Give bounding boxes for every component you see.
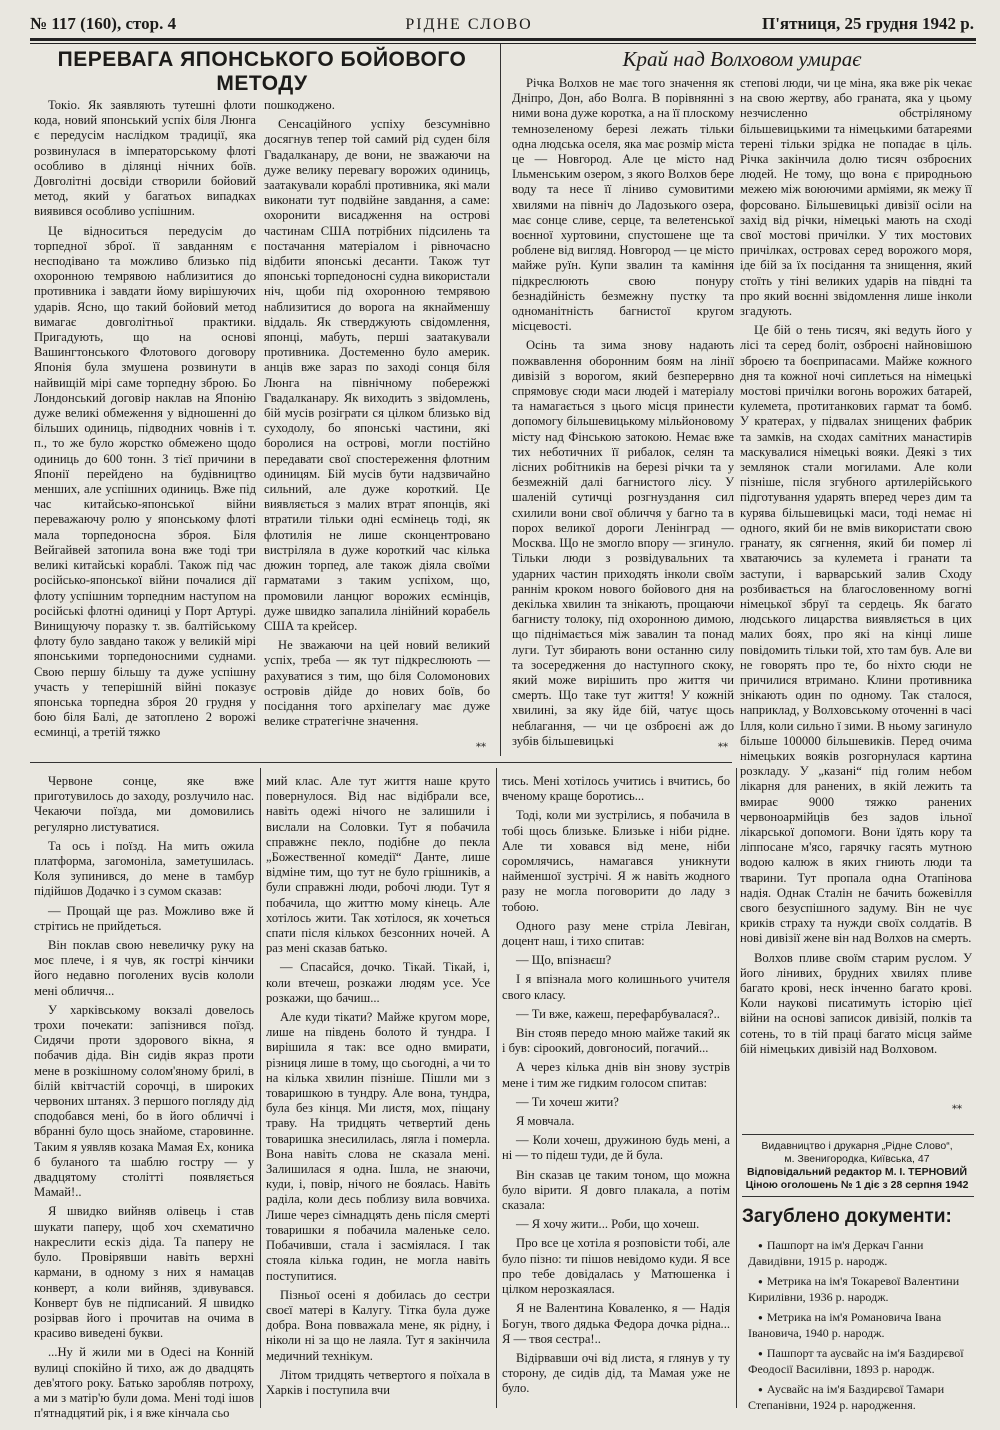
list-item: ● Аусвайс на ім'я Баздирєвої Тамари Степанівни, 1924 р. народження. bbox=[748, 1382, 974, 1412]
paragraph: Волхов пливе своїм старим руслом. У його лінивих, брудних хвилях пливе багато крові, неск інченно багато крові. Коли наукові писатимуть історію цієї війни на основі записок дивізій, полків та сотень, то в тій праці багато місця займе бій німецьких дивізій над Волховом. bbox=[740, 950, 972, 1056]
end-mark: ** bbox=[952, 1104, 962, 1115]
imprint-publisher: Видавництво і друкарня „Рідне Слово“, bbox=[761, 1140, 953, 1152]
paragraph: тись. Мені хотілось учитись і вчитись, бо вченому краще боротись... bbox=[502, 774, 730, 804]
paragraph: Літом тридцять четвертого я поїхала в Харків і поступила вчи bbox=[266, 1367, 490, 1397]
paragraph: Про все це хотіла я розповісти тобі, але було пізно: ти пішов невідомо куди. Я все про тебе довідалась у Матюшенка і цілком нерозкаялася. bbox=[502, 1236, 730, 1297]
issue-date: П'ятниця, 25 грудня 1942 р. bbox=[761, 14, 974, 33]
section-divider bbox=[30, 762, 732, 763]
paragraph: Я не Валентина Коваленко, я — Надія Богун, твого дядька Федора дочка рідна... Я — твоя сестра!.. bbox=[502, 1301, 730, 1346]
paragraph: Це відноситься передусім до торпедної зброї. її завданням є несподівано та можливо близько під охоронною темрявою наблизитися до противника і завдати йому вирішуючих ударів. Ясно, що такий бойовий метод вимагає довголітньої практики. Пригадують, що на основі Вашингтонського Флотового договору Японія була змушена розвинути в найвищій мірі саме торпедну зброю. Бо Лондонський договір наклав на Японію дуже великі обмеження у відношенні до більших одиниць, підводних човнів і т. п., то же було жорстко обмежено щодо одиниць до 600 тонн. З тієї причини в Японії перейдено на будівництво менших, але успішних одиниць. Вже під час китайсько-японської війни переважаючу ролю у японському флоті мала торпедоносна зброя. Біля Вейгайвей затопила вона вже тоді три великі китайські кораблі. Також під час російсько-японської війни почалися дії флоту успішним торпедним наступом на російські флотні одиниці у Порт Артурі. Винищуючу поразку т. зв. балтійському флоту було завдано також у великій мірі японськими торпедоносними суднами. Свою першу більшу та дуже успішну участь у теперішній війні показує японська торпедна зброя 20 грудня у бою біля Балі, де затоплено 2 ворожі есминці, а третій тяжко bbox=[34, 223, 256, 740]
paragraph: Пізньої осені я добилась до сестри своєї матері в Калугу. Тітка була дуже добра. Вона повважала мене, як рідну, і ніколи ні за що не лаяла. Тут я закінчила медичний технікум. bbox=[266, 1287, 490, 1363]
story-column-3 bbox=[502, 774, 730, 1408]
paragraph: — Ти вже, кажеш, перефарбувалася?.. bbox=[516, 1006, 720, 1021]
paragraph: Токіо. Як заявляють тутешні флоти кода, новий японський успіх біля Люнга є передусім наслідком традиції, яка розвинулася в імператорському флоті особливо в ділянці нічних боїв. Довголітні досвіди створили бойовий метод, який у багатьох випадках виявився особливо успішним. bbox=[34, 98, 256, 219]
end-mark: ** bbox=[476, 742, 486, 753]
column-divider bbox=[496, 768, 497, 1408]
paragraph: Я швидко вийняв олівець і став шукати паперу, щоб хоч схематично накреслити ескіз діда. Та паперу не було. Провірявши навіть верхні кармани, в одному з них я намацав конверт, а коли вийняв, здивувався. Конверт був не підписаний. Я швидко розірвав його і прочитав на очима в красиво виведені букви. bbox=[34, 1204, 254, 1341]
paragraph: — Прощай ще раз. Можливо вже й стрітись не прийдеться. bbox=[34, 903, 254, 933]
paragraph: пошкоджено. bbox=[264, 98, 335, 112]
story-column-1 bbox=[34, 774, 254, 1421]
paragraph: Червоне сонце, яке вже приготувилось до заходу, розлучило нас. Чекаючи поїзда, ми домовились регулярно листуватися. bbox=[34, 774, 254, 834]
story-column-2 bbox=[266, 774, 490, 1408]
list-item: ● Метрика на ім'я Токаревої Валентини Кирилівни, 1936 р. народж. bbox=[748, 1274, 974, 1304]
article-volkhov-column-2 bbox=[740, 76, 972, 1126]
imprint-rule bbox=[742, 1196, 974, 1197]
paragraph: Тоді, коли ми зустрілись, я побачила в тобі щось близьке. Близьке і ніби рідне. Але ти ховався від мене, ніби соромлячись, намагався уникнути найменшої зустрічі. Я ж навіть жодного разу не могла поговорити до ладу з тобою. bbox=[502, 808, 730, 914]
paragraph: мий клас. Але тут життя наше круто повернулося. Від нас відібрали все, навіть одежі нічого не залишили і вислали на Соловки. Тут я побачила справжнє пекло, подібне до пекла „Божественної комедії“ Данте, лише відміне тим, що тут не було грішників, а були справжні люди, робочі люди. Тут я побачила, що життю мому кінець. Але хотілось жити. Так хотілося, як хочеться спати після кількох безсонних ночей. А раз мені сказав батько. bbox=[266, 774, 490, 956]
paragraph: степові люди, чи це міна, яка вже рік чекає на свою жертву, або граната, яка у цьому незчисленно обстріляному більшевицькими та німецькими батареями терені тільки зрідка не попадає в ціль. Річка закінчила долю тисяч озброєних людей. Не тому, що вона є природньою межею між воюючими арміями, як межу її форсовано. Більшевицькі дивізії осіли на захід від річки, німецькі мають на сході свої мостові причілки. У тих мостових причілках, островах серед ворожого моря, іде бій за їх посідання та знищення, який стоїть у тіні великих ударів на півдні та про який воєнні звідомлення лише інколи згадують. bbox=[740, 76, 972, 319]
paragraph: Річка Волхов не має того значення як Дніпро, Дон, або Волга. В порівнянні з ними вона дуже коротка, а на її плоскому темнозеленому березі лежать тільки одна людська оселя, яка має розмір міста це — Новгород. Але це місто над Ільменським озером, з якого Волхов бере воду та несе її ліниво сумовитими хвилями на північ до Ладозького озера, має сонце сливе, серце, та велетенської воєнної хуртовини, спустошене ще та роблене від вигляд. Новгород — це місто майже руїн. Купи звалин та каміння підкреслюють свою понуру безнадійність безмежну пустку та одноманітність багнистої кругом місцевості. bbox=[512, 76, 734, 334]
list-item: ● Метрика на ім'я Романовича Івана Івановича, 1940 р. народж. bbox=[748, 1310, 974, 1340]
paragraph: — Коли хочеш, дружиною будь мені, а ні — то підеш туди, де й була. bbox=[502, 1133, 730, 1163]
paragraph: Але куди тікати? Майже кругом море, лише на південь болото й тундра. І вирішила я так: все одно вмирати, різниця лише в тому, що сьогодні, а чи то на кілька хвилин пізніше. Пішли ми з товаришкою в тундру. Але вона, тундра, була без кінця. Ми листя, мох, піщану траву. На тридцять четвертий день товаришка знесилилась, лягла і померла. Вона навіть слова не сказала мені. Залишилася я одна. Ішла, не знаючи, куди, і, повір, нічого не боялась. Навіть раділа, коли десь поблизу вила вовчиха. Лише через сімнадцять день після смерті товаришки я побачила маленьке село. Побачивши, стала і засміялася. І так стояла кілька годин, не могла навіть поступитися. bbox=[266, 1010, 490, 1283]
article-headline-volkhov: Край над Волховом умирає bbox=[622, 47, 862, 71]
column-divider bbox=[500, 44, 501, 756]
paragraph: Відірвавши очі від листа, я глянув у ту сторону, де сидів дід, та Мамая уже не було. bbox=[502, 1350, 730, 1396]
paragraph: У харківському вокзалі довелось трохи почекати: запізнився поїзд. Сидячи проти здорового вікна, я побачив діда. Він сидів якраз проти мене в розкішному солом'яному брилі, в білій квітчастій сорочці, в широких червоних штанях. З першого погляду дід сподобався мені, бо в його обличчі і вбранні було щось знайоме, старовинне. Таким я уявляв козака Мамая Ех, коника б буланого та шаблю гостру — у двадцятому столітті появляється Мамай!.. bbox=[34, 1002, 254, 1200]
paragraph: А через кілька днів він знову зустрів мене і тим же гидким голосом спитав: bbox=[502, 1060, 730, 1090]
imprint-prices: Ціною оголошень № 1 діє з 28 серпня 1942 bbox=[745, 1179, 969, 1191]
article-japan-column-1 bbox=[34, 98, 256, 756]
paragraph: Це бій о тень тисяч, які ведуть його у лісі та серед боліт, озброєні найновішою зброєю та боєприпасами. Майже кожного дня та кожної ночі сиплеться на німецькі мостові причілки вогонь ворожих батарей, кулемета, протитанкових гармат та бомб. У кратерах, у підвалах знищених фабрик та замків, на сходах самітних манастирів маскувалися німецькі вояки. Деякі з тих землянок стали могилами. Але коли пізніше, після згубного артилерійського підготування ударять вперед через дим та курява більшевицькі маси, тоді немає ні одного, який би не вмів використати свою гранату, як сягнення, який би помер лі хватаючись за кулемета і гранати та заступи, і варварський залив Сходу розбивається на благословенному вогні німецької збруї та сердець. Як багато людського лицарства виявляється в цих малих боях, про які на кінці лише повідомить тільки той, хто там був. Але ви не говорять про те, бо ніхто сюди не причилися втримано. Клини противника знікають один по одному. Так сталося, наприклад, у Волховському оточенні в часі Ілля, коли сильно ї зими. В ньому загинуло більше 100000 більшевиків. Перед очима німецьких вояків розгорнулася картина розкладу. У „казані“ під голим небом лікарня для ранених, в якій лежить та вмирає 9000 тяжко ранених червоноармійців без задов ільної лікарської допомоги. Вони їдять кору та ліппосане м'ясо, гарячку гасять мутною водою калюж в яких гниють люди та тварини. Тут пропала одна Отапінова надія. Однак Сталін не бачить божевілля свого безуспішного задуму. Він не чує криків страху та нужди своїх солдатів. В нові дивізії жене він над Волхов на смерть. bbox=[740, 323, 972, 946]
imprint-rule bbox=[742, 1134, 974, 1135]
masthead-rule bbox=[30, 38, 976, 44]
paragraph: Осінь та зима знову надають пожвавлення оборонним боям на лінії дивізій з ворогом, який безперервно спрямовує сюди маси людей і матеріалу та намагається з цього місця принести допомогу більшевицькому мільйоновому місту над Фінською затокою. Немає вже тих неботичних її рибалок, селян та лісних робітників на березі річки та у безмежній далі багнистого лісу. У шаленій сутичці розгнуздання сил схилили вони свої обличчя у багно та в порох великої дороги Ленінград — Москва. Що не змогло впору — згинуло. Тільки люди з розвідувальних та ударних частин приходять інколи своїм раннім кроком нового бойового дня на декілька хвилин та знікають, прощаючи багнисту толоку, під охоронною димою, що піднімається між завалин та понад луги. Тут збирають вони останню силу та зосередження до наступного скоку, який може вирішить про життя чи смерть. Що таке тут життя! У кожній хвилині, за яку йде бій, чатує щось неблагання, — чи це озброєні аж до зубів більшевицькі bbox=[512, 338, 734, 748]
article-headline-japan: ПЕРЕВАГА ЯПОНСЬКОГО БОЙОВОГО МЕТОДУ bbox=[57, 48, 467, 95]
issue-number: № 117 (160), стор. 4 bbox=[30, 14, 177, 33]
article-japan-column-2 bbox=[264, 98, 490, 756]
end-mark: ** bbox=[718, 742, 728, 753]
imprint-address: м. Звенигородка, Київська, 47 bbox=[784, 1153, 930, 1165]
paragraph: Сенсаційного успіху безсумнівно досягнув тепер той самий рід суден біля Гвадалканару, де вони, не зважаючи на дуже велику перевагу ворожих одиниць, заатакували кораблі противника, які мали виконати тут подвійне завдання, а саме: охоронити висадження на острові частинам США потрібних підсилень та постачання матеріалом і рівночасно відбити японські десанти. Також тут японські торпедоносні судна використали ніч, щоби під охоронною темрявою наблизитися до ворога на якнайменшу віддаль. Як стверджують свідомлення, японці, мабуть, перші заатакували противника. Достеменно було америк. анців вже зараз по заході сонця біля Люнга на північному побережжі Гвадалканару. Як виходить з звідомлень, бій мусів розіграти ся цілком близько від суходолу, бо японські частини, які боролися на острові, могли постійно передавати свої спостереження флотним одиницям. Бій мусів бути надзвичайно сильний, але дуже короткий. Це виявляється з малих втрат японців, які втратили тільки одні есмінець тоді, як флотилія не лише сконцентровано вистріляла в дуже короткий час кілька дюжин торпед, але також діяла своїми гарматами з таким успіхом, що, промовили ланцюг ворожих есмінців, дуже швидко запалила лінійний корабель США та крейсер. bbox=[264, 117, 490, 633]
list-item: ● Пашпорт на ім'я Деркач Ганни Давидівни, 1915 р. народж. bbox=[748, 1238, 974, 1268]
paragraph: Та ось і поїзд. На мить ожила платформа, загомоніла, заметушилась. Коля зупинився, до мене в тамбур підійшов Додачко і з сумом сказав: bbox=[34, 838, 254, 899]
paragraph: Він сказав це таким тоном, що можна було вірити. Я довго плакала, а потім сказала: bbox=[502, 1167, 730, 1213]
column-divider bbox=[260, 768, 261, 1408]
paragraph: І я впізнала мого колишнього учителя свого класу. bbox=[502, 972, 730, 1002]
imprint-editor: Відповідальний редактор М. І. ТЕРНОВИЙ bbox=[746, 1166, 968, 1178]
paragraph: — Спасайся, дочко. Тікай. Тікай, і, коли втечеш, розкажи людям усе. Усе розкажи, що бачиш... bbox=[266, 960, 490, 1005]
paragraph: Він стояв передо мною майже такий як і був: сіроокий, довгоносий, погачий... bbox=[502, 1026, 730, 1056]
list-item: ● Пашпорт та аусвайс на ім'я Баздирєвої Феодосії Василівни, 1893 р. народж. bbox=[748, 1346, 974, 1376]
paragraph: — Я хочу жити... Роби, що хочеш. bbox=[516, 1217, 700, 1232]
column-divider bbox=[736, 768, 737, 1408]
paper-title: РІДНЕ СЛОВО bbox=[405, 16, 533, 33]
paragraph: Одного разу мене стріла Левіган, доцент наш, і тихо спитав: bbox=[502, 918, 730, 949]
paragraph: ...Ну й жили ми в Одесі на Конній вулиці спокійно й тихо, аж до двадцять дев'ятого року. Батько заробляв потроху, а ми з матір'ю були дома. Мені тоді ішов п'ятнадцятий рік, і я вже кінчала сьо bbox=[34, 1345, 254, 1421]
article-volkhov-column-1 bbox=[512, 76, 734, 756]
paragraph: — Що, впізнаєш? bbox=[516, 953, 612, 968]
paragraph: Я мовчала. bbox=[516, 1114, 575, 1129]
lost-documents-list bbox=[748, 1238, 974, 1418]
lost-documents-title: Загублено документи: bbox=[742, 1206, 952, 1227]
imprint bbox=[742, 1140, 972, 1192]
paragraph: Він поклав свою невеличку руку на моє плече, і я чув, як гострі кінчики його недавно поголених вусів кололи мені обличчя... bbox=[34, 938, 254, 998]
paragraph: — Ти хочеш жити? bbox=[516, 1094, 619, 1109]
paragraph: Не зважаючи на цей новий великий успіх, треба — як тут підкреслюють — рахуватися з тим, що біля Соломонових островів дійде до нових боїв, бо посідання того архіпелагу має дуже велике стратегічне значення. bbox=[264, 638, 490, 729]
masthead bbox=[30, 14, 974, 40]
